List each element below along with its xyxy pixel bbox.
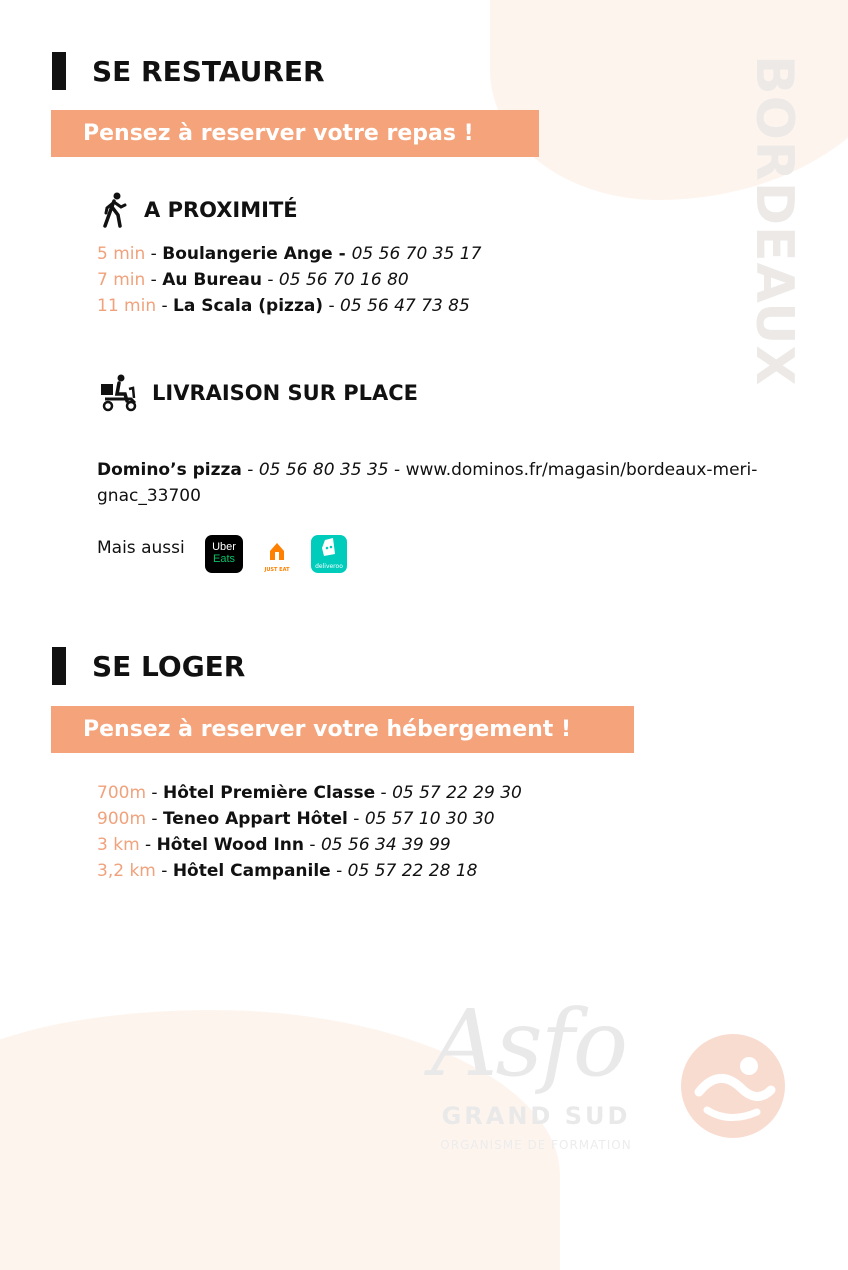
item-distance: 5 min (97, 244, 146, 264)
walking-person-icon (100, 192, 130, 228)
delivery-title: LIVRAISON SUR PLACE (152, 381, 418, 405)
delivery-heading (100, 374, 418, 412)
item-name: Hôtel Première Classe (162, 783, 376, 803)
item-distance: 11 min (97, 296, 157, 316)
uber-eats-logo (205, 535, 243, 573)
logo-line1: GRAND SUD (441, 1102, 631, 1130)
dominos-phone: 05 56 80 35 35 (258, 460, 389, 480)
item-distance: 7 min (97, 270, 146, 290)
item-phone: 05 56 70 16 80 (278, 270, 409, 290)
lodging-section-title (52, 647, 245, 685)
section-bar (52, 52, 66, 90)
restaurant-title-text: SE RESTAURER (92, 54, 325, 88)
dominos-url[interactable]: www.dominos.fr/magasin/bordeaux-meri- (405, 460, 758, 480)
deliveroo-logo (311, 535, 347, 573)
proximity-item: 5 min - Boulangerie Ange - 05 56 70 35 17 (97, 244, 482, 264)
item-name: Hôtel Campanile (172, 861, 331, 881)
lodging-title-text: SE LOGER (92, 649, 246, 683)
lodging-banner: Pensez à reserver votre hébergement ! (51, 706, 634, 753)
delivery-scooter-icon (100, 374, 138, 412)
logo-line2: ORGANISME DE FORMATION (440, 1138, 632, 1152)
logo-script: Asfo (431, 990, 627, 1097)
dominos-line: Domino’s pizza - 05 56 80 35 35 - www.dominos.fr/magasin/bordeaux-meri- (97, 460, 758, 480)
also-label: Mais aussi (97, 538, 185, 558)
restaurant-section-title (52, 52, 325, 90)
dominos-url-continued[interactable]: gnac_33700 (97, 486, 201, 506)
item-distance: 3,2 km (97, 861, 156, 881)
proximity-title: A PROXIMITÉ (144, 198, 298, 222)
item-phone: 05 57 10 30 30 (364, 809, 495, 829)
logo-circle-icon (679, 1032, 787, 1140)
lodging-item: 900m - Teneo Appart Hôtel - 05 57 10 30 30 (97, 809, 495, 829)
just-eat-logo (260, 540, 294, 574)
item-distance: 700m (97, 783, 147, 803)
city-watermark: BORDEAUX (744, 55, 804, 387)
proximity-heading (100, 192, 298, 228)
asfo-logo (425, 990, 805, 1170)
restaurant-banner: Pensez à reserver votre repas ! (51, 110, 539, 157)
item-phone: 05 57 22 29 30 (392, 783, 522, 803)
item-name: Au Bureau (162, 270, 262, 290)
item-phone: 05 56 47 73 85 (340, 296, 470, 316)
item-name: Hôtel Wood Inn (156, 835, 305, 855)
item-name: Boulangerie Ange (162, 244, 333, 264)
item-distance: 3 km (97, 835, 140, 855)
section-bar (52, 647, 66, 685)
item-phone: 05 56 34 39 99 (320, 835, 451, 855)
deliveroo-kangaroo-icon (311, 535, 347, 559)
item-distance: 900m (97, 809, 147, 829)
item-name: La Scala (pizza) (173, 296, 324, 316)
lodging-item: 700m - Hôtel Première Classe - 05 57 22 29 30 (97, 783, 522, 803)
deliveroo-label: deliveroo (315, 563, 343, 570)
dominos-name: Domino’s pizza (97, 460, 242, 480)
proximity-item: 11 min - La Scala (pizza) - 05 56 47 73 85 (97, 296, 470, 316)
lodging-item: 3,2 km - Hôtel Campanile - 05 57 22 28 18 (97, 861, 478, 881)
just-eat-house-icon (260, 540, 294, 562)
item-name: Teneo Appart Hôtel (162, 809, 348, 829)
just-eat-label: JUST EAT (264, 567, 290, 573)
uber-label: Uber (212, 541, 236, 553)
eats-label: Eats (212, 553, 235, 565)
proximity-item: 7 min - Au Bureau - 05 56 70 16 80 (97, 270, 409, 290)
item-phone: 05 56 70 35 17 (351, 244, 482, 264)
item-phone: 05 57 22 28 18 (347, 861, 478, 881)
lodging-item: 3 km - Hôtel Wood Inn - 05 56 34 39 99 (97, 835, 451, 855)
